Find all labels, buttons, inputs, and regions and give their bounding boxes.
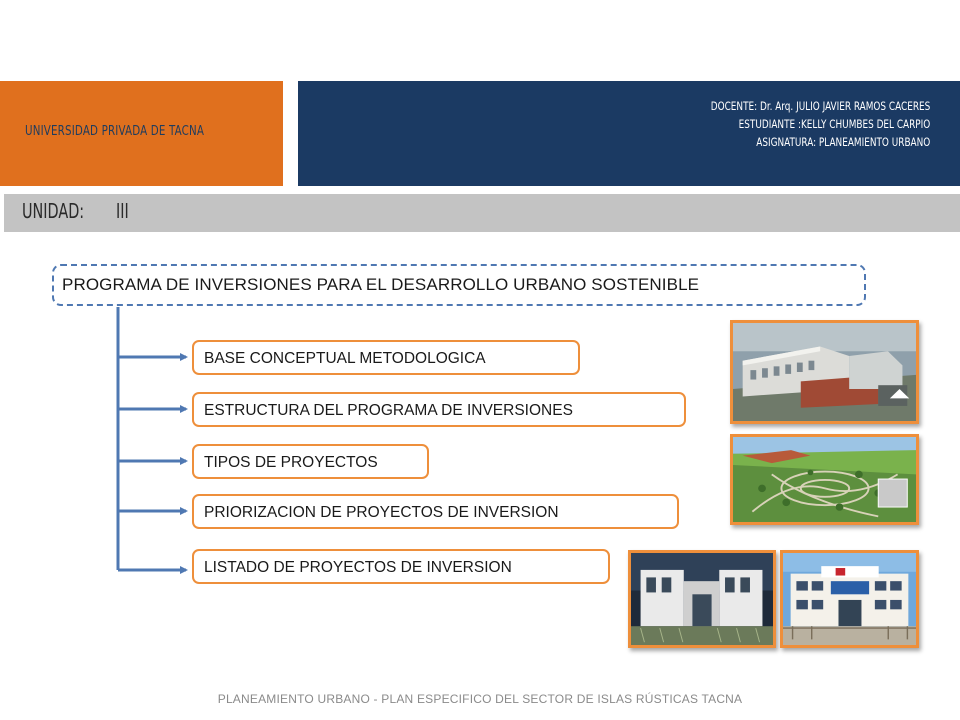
item-estructura [192, 392, 686, 427]
photo-facade-render [628, 550, 776, 648]
unit-label: UNIDAD: [22, 199, 85, 223]
photo-park-render [730, 434, 919, 525]
asignatura-line: ASIGNATURA: PLANEAMIENTO URBANO [755, 135, 930, 149]
unit-value: III [116, 199, 129, 223]
item-tipos [192, 444, 429, 479]
photo-building-render [730, 320, 919, 424]
estudiante-line: ESTUDIANTE :KELLY CHUMBES DEL CARPIO [738, 117, 930, 131]
footer-caption: PLANEAMIENTO URBANO - PLAN ESPECIFICO DEL SECTOR DE ISLAS RÚSTICAS TACNA [217, 692, 743, 706]
docente-line: DOCENTE: Dr. Arq. JULIO JAVIER RAMOS CACERES [710, 99, 930, 113]
item-label: LISTADO DE PROYECTOS DE INVERSION [204, 559, 512, 576]
item-base-conceptual [192, 340, 580, 375]
university-name: UNIVERSIDAD PRIVADA DE TACNA [25, 124, 205, 139]
item-label: ESTRUCTURA DEL PROGRAMA DE INVERSIONES [204, 402, 573, 419]
item-label: BASE CONCEPTUAL METODOLOGICA [204, 350, 486, 367]
item-label: PRIORIZACION DE PROYECTOS DE INVERSION [204, 504, 559, 521]
program-title: PROGRAMA DE INVERSIONES PARA EL DESARROLLO URBANO SOSTENIBLE [62, 275, 700, 294]
header-info [710, 97, 930, 151]
photo-health-center [780, 550, 919, 648]
item-listado [192, 549, 610, 584]
item-priorizacion [192, 494, 679, 529]
unit-bar [4, 194, 960, 232]
item-label: TIPOS DE PROYECTOS [204, 454, 378, 471]
